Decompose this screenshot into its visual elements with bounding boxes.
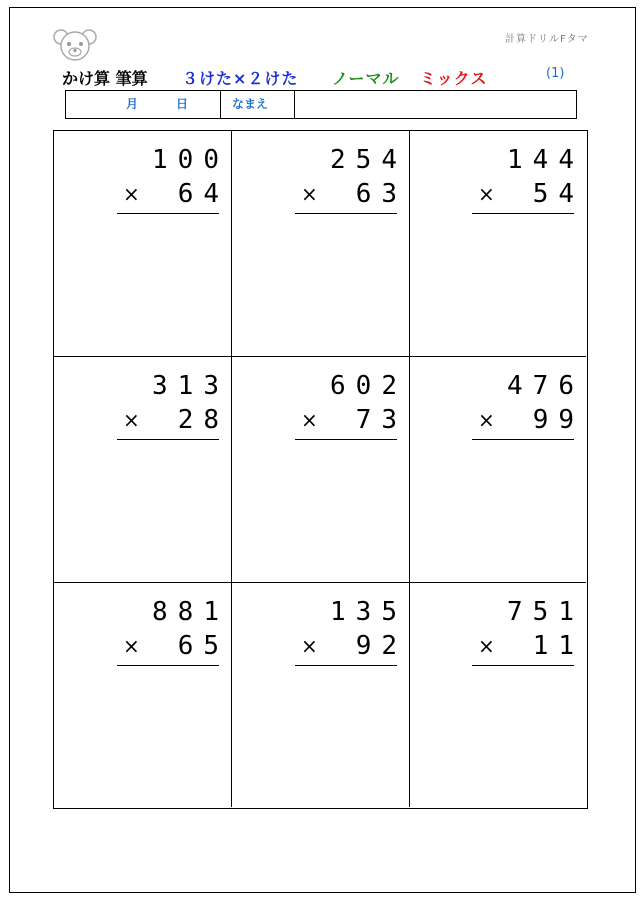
times-sign: ×: [123, 408, 140, 432]
bear-face-icon: [52, 28, 98, 62]
answer-line: [295, 439, 397, 440]
problem-cell[interactable]: [232, 131, 410, 357]
times-sign: ×: [478, 634, 495, 658]
multiplicand: 751: [507, 597, 584, 627]
answer-line: [117, 439, 219, 440]
times-sign: ×: [123, 182, 140, 206]
problem-cell[interactable]: [54, 583, 232, 807]
times-sign: ×: [301, 182, 318, 206]
sheet-number: (1): [546, 66, 565, 81]
multiplier: 11: [532, 631, 584, 661]
multiplier: 73: [355, 405, 407, 435]
times-sign: ×: [478, 182, 495, 206]
name-field[interactable]: [296, 91, 576, 118]
title-topic: かけ算 筆算: [62, 69, 148, 88]
title-level: ノーマル: [332, 69, 400, 88]
divider: [294, 91, 295, 118]
multiplier: 28: [177, 405, 229, 435]
multiplicand: 476: [507, 371, 584, 401]
worksheet-title: [62, 66, 582, 88]
name-label: なまえ: [232, 97, 269, 111]
problem-cell[interactable]: [410, 131, 586, 357]
problem-cell[interactable]: [232, 583, 410, 807]
multiplicand: 100: [152, 145, 229, 175]
times-sign: ×: [301, 408, 318, 432]
problem-cell[interactable]: [54, 357, 232, 583]
answer-line: [472, 439, 574, 440]
multiplicand: 135: [330, 597, 407, 627]
problem-cell[interactable]: [54, 131, 232, 357]
multiplier: 65: [177, 631, 229, 661]
brand-label: 計算ドリルFタマ: [505, 34, 589, 45]
month-label: 月: [126, 97, 139, 111]
multiplier: 54: [532, 179, 584, 209]
multiplicand: 254: [330, 145, 407, 175]
answer-line: [472, 665, 574, 666]
multiplier: 92: [355, 631, 407, 661]
multiplicand: 313: [152, 371, 229, 401]
multiplicand: 602: [330, 371, 407, 401]
problem-cell[interactable]: [410, 357, 586, 583]
times-sign: ×: [123, 634, 140, 658]
answer-line: [117, 213, 219, 214]
answer-line: [472, 213, 574, 214]
times-sign: ×: [478, 408, 495, 432]
multiplier: 64: [177, 179, 229, 209]
multiplier: 99: [532, 405, 584, 435]
problem-grid: [53, 130, 588, 809]
title-digits: ３けた×２けた: [182, 69, 299, 88]
problem-cell[interactable]: [232, 357, 410, 583]
name-date-box: [65, 90, 577, 119]
multiplicand: 144: [507, 145, 584, 175]
problem-cell[interactable]: [410, 583, 586, 807]
answer-line: [295, 213, 397, 214]
answer-line: [295, 665, 397, 666]
multiplicand: 881: [152, 597, 229, 627]
divider: [220, 91, 221, 118]
multiplier: 63: [355, 179, 407, 209]
answer-line: [117, 665, 219, 666]
day-label: 日: [176, 97, 189, 111]
times-sign: ×: [301, 634, 318, 658]
title-mix: ミックス: [420, 69, 488, 88]
